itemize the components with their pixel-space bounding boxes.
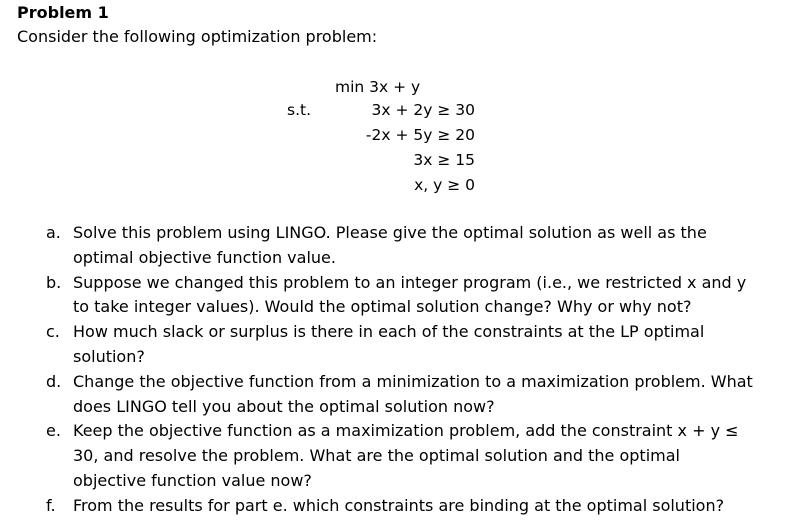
question-marker: f. — [46, 495, 56, 515]
question-marker: b. — [46, 272, 62, 292]
question-text: Solve this problem using LINGO. Please give the optimal solution as well as the optimal objective function value. — [73, 223, 707, 267]
constraint-2: -2x + 5y ≥ 20 — [365, 126, 475, 144]
question-f — [0, 494, 753, 519]
question-marker: d. — [46, 371, 62, 391]
question-b — [0, 271, 753, 321]
question-d — [0, 370, 753, 420]
question-text: From the results for part e. which constraints are binding at the optimal solution? — [73, 495, 725, 515]
question-marker: a. — [46, 223, 61, 242]
question-a — [0, 221, 753, 271]
optimization-formulation — [0, 0, 794, 220]
question-marker: c. — [46, 322, 60, 342]
constraint-3: 3x ≥ 15 — [413, 151, 475, 169]
nonnegativity-constraint: x, y ≥ 0 — [414, 176, 475, 194]
objective-function: min 3x + y — [335, 78, 421, 96]
question-c — [0, 320, 753, 370]
question-list — [0, 221, 794, 519]
question-e — [0, 419, 753, 493]
question-text: Suppose we changed this problem to an integer program (i.e., we restricted x and y to take integer values). Would the optimal solution change? Why or why not? — [73, 272, 747, 317]
subject-to-label: s.t. — [287, 101, 312, 119]
problem-title: Problem 1 — [17, 3, 109, 22]
question-marker: e. — [46, 421, 61, 441]
constraint-1: 3x + 2y ≥ 30 — [371, 101, 475, 119]
question-text: Change the objective function from a minimization to a maximization problem. What does LINGO tell you about the optimal solution now? — [73, 371, 753, 416]
question-text: How much slack or surplus is there in each of the constraints at the LP optimal solution? — [73, 322, 705, 366]
problem-intro: Consider the following optimization problem: — [17, 27, 378, 46]
question-text: Keep the objective function as a maximization problem, add the constraint x + y ≤ 30, and resolve the problem. What are the optimal solution and the optimal objective function value now? — [73, 421, 739, 490]
